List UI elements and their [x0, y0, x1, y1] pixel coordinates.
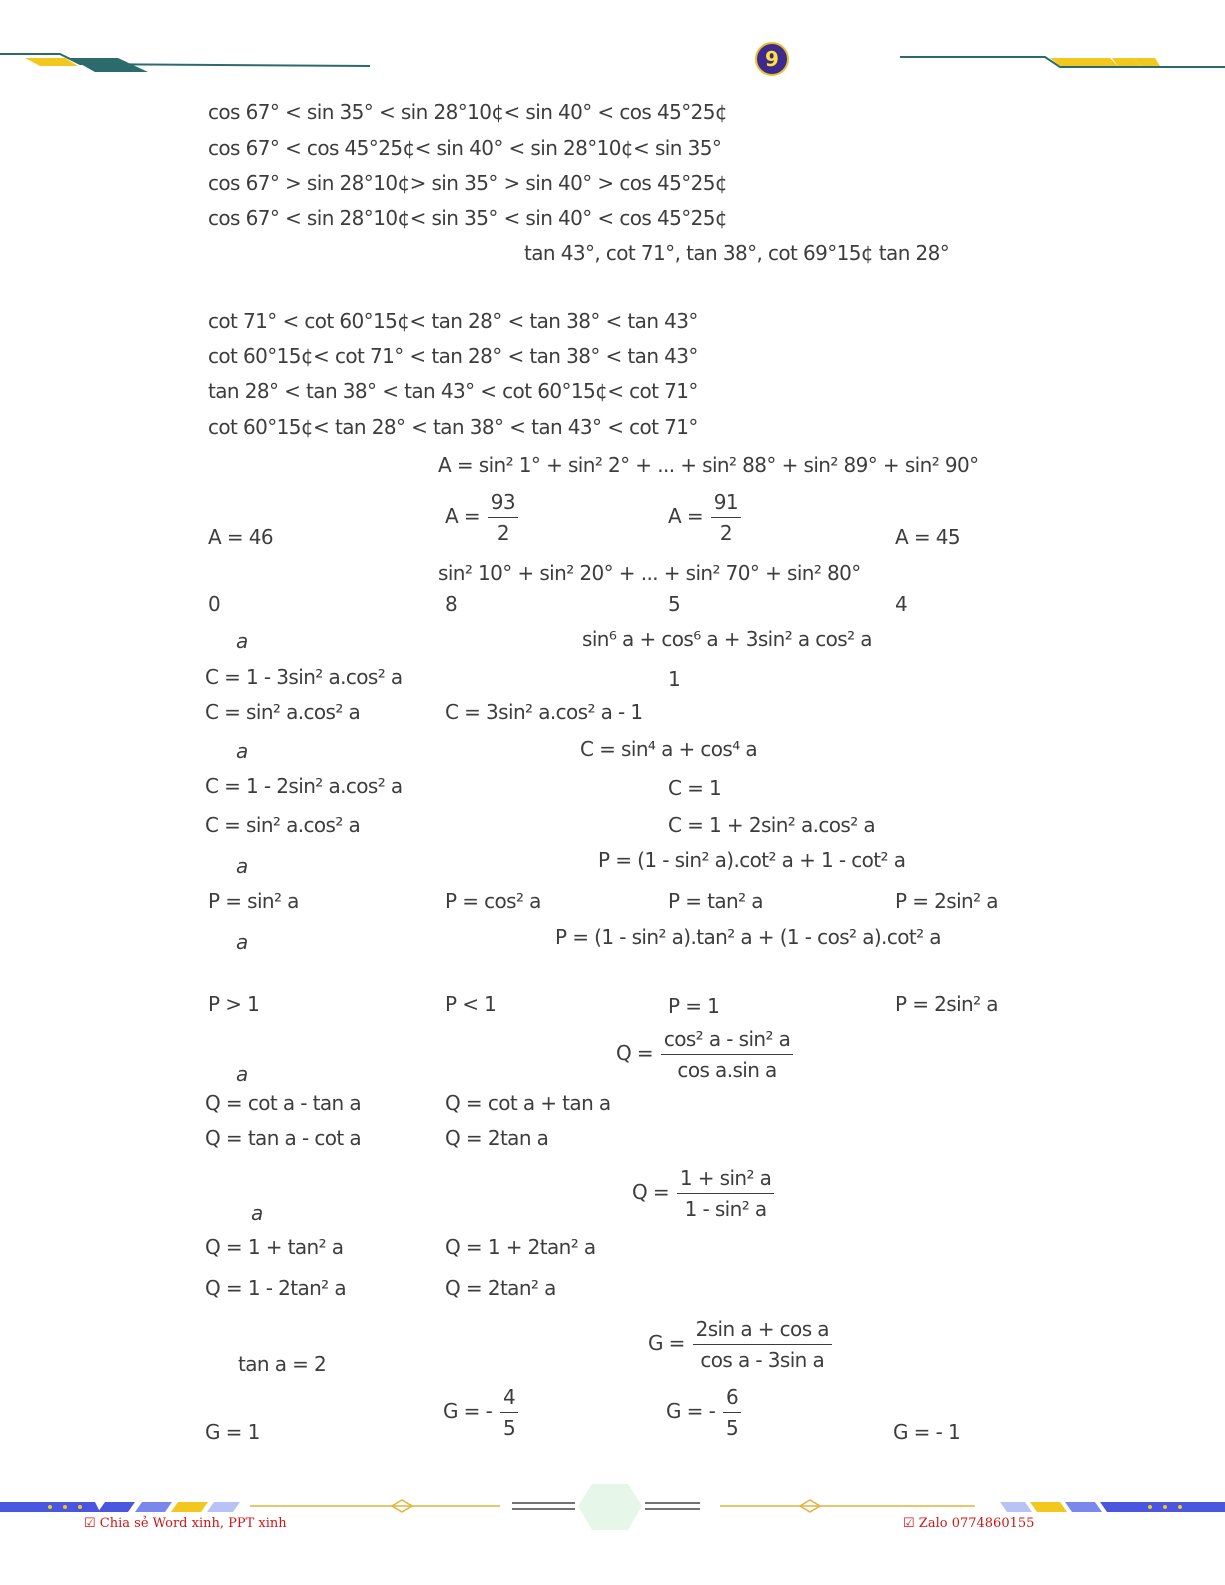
q1-option-b: cos 67° < cos 45°25¢< sin 40° < sin 28°10¢< sin 35°	[208, 136, 722, 160]
q11-stem-lhs: G =	[648, 1331, 685, 1355]
q11-option-b-fraction	[500, 1384, 518, 1441]
q11-stem	[648, 1316, 834, 1373]
q6-option-a: C = 1 - 2sin² a.cos² a	[205, 774, 403, 798]
q3-stem: A = sin² 1° + sin² 2° + ... + sin² 88° + sin² 89° + sin² 90°	[438, 453, 979, 477]
q10-option-d: Q = 2tan² a	[445, 1276, 556, 1300]
q4-option-b: 8	[445, 592, 458, 616]
q7-option-b: P = cos² a	[445, 889, 541, 913]
q9-variable: a	[236, 1062, 248, 1086]
fraction-denominator: 5	[502, 1416, 516, 1440]
footer-left-text: Chia sẻ Word xinh, PPT xinh	[99, 1516, 287, 1531]
q3-option-b-fraction	[488, 489, 518, 546]
q8-option-b: P < 1	[445, 992, 497, 1016]
q4-stem: sin² 10° + sin² 20° + ... + sin² 70° + sin² 80°	[438, 561, 861, 585]
q10-stem-fraction	[677, 1165, 774, 1222]
q7-variable: a	[236, 854, 248, 878]
page-number: 9	[755, 42, 789, 76]
fraction-numerator: 2sin a + cos a	[693, 1316, 832, 1345]
q11-given: tan a = 2	[238, 1352, 327, 1376]
q2-option-b: cot 60°15¢< cot 71° < tan 28° < tan 38° < tan 43°	[208, 344, 698, 368]
q7-option-d: P = 2sin² a	[895, 889, 998, 913]
q10-stem	[632, 1165, 776, 1222]
q6-option-c: C = sin² a.cos² a	[205, 813, 361, 837]
q5-option-d: C = 3sin² a.cos² a - 1	[445, 700, 643, 724]
q10-option-b: Q = 1 + 2tan² a	[445, 1235, 596, 1259]
q11-option-a: G = 1	[205, 1420, 260, 1444]
q6-option-d: C = 1 + 2sin² a.cos² a	[668, 813, 876, 837]
q10-option-c: Q = 1 - 2tan² a	[205, 1276, 347, 1300]
q8-option-c: P = 1	[668, 994, 720, 1018]
q2-option-a: cot 71° < cot 60°15¢< tan 28° < tan 38° < tan 43°	[208, 309, 698, 333]
q9-stem	[616, 1026, 795, 1083]
q7-option-c: P = tan² a	[668, 889, 763, 913]
q3-option-b-lhs: A =	[445, 504, 480, 528]
fraction-denominator: cos a - 3sin a	[700, 1348, 825, 1372]
q9-option-d: Q = 2tan a	[445, 1126, 549, 1150]
footer-left[interactable]	[84, 1516, 287, 1531]
q5-option-a: C = 1 - 3sin² a.cos² a	[205, 665, 403, 689]
q3-option-b	[445, 489, 520, 546]
q10-option-a: Q = 1 + tan² a	[205, 1235, 344, 1259]
q8-variable: a	[236, 930, 248, 954]
q11-stem-fraction	[693, 1316, 832, 1373]
q8-option-a: P > 1	[208, 992, 260, 1016]
q8-stem: P = (1 - sin² a).tan² a + (1 - cos² a).cot² a	[555, 925, 941, 949]
q10-variable: a	[251, 1201, 263, 1225]
q3-option-c-fraction	[711, 489, 741, 546]
q9-option-a: Q = cot a - tan a	[205, 1091, 362, 1115]
q1-option-c: cos 67° > sin 28°10¢> sin 35° > sin 40° > cos 45°25¢	[208, 171, 727, 195]
fraction-denominator: 2	[496, 521, 509, 545]
fraction-denominator: 2	[719, 521, 732, 545]
q4-option-d: 4	[895, 592, 908, 616]
q8-option-d: P = 2sin² a	[895, 992, 998, 1016]
q11-option-c-fraction	[723, 1384, 741, 1441]
q1-option-a: cos 67° < sin 35° < sin 28°10¢< sin 40° < cos 45°25¢	[208, 100, 727, 124]
fraction-numerator: 6	[723, 1384, 741, 1413]
fraction-denominator: 5	[725, 1416, 739, 1440]
q5-option-b: 1	[668, 667, 681, 691]
q7-stem: P = (1 - sin² a).cot² a + 1 - cot² a	[598, 848, 906, 872]
checkbox-icon: ☑	[903, 1516, 915, 1531]
fraction-numerator: 4	[500, 1384, 518, 1413]
q6-stem: C = sin⁴ a + cos⁴ a	[580, 737, 758, 761]
q2-stem: tan 43°, cot 71°, tan 38°, cot 69°15¢ tan 28°	[524, 241, 950, 265]
q11-option-c	[666, 1384, 743, 1441]
q2-option-d: cot 60°15¢< tan 28° < tan 38° < tan 43° < cot 71°	[208, 415, 698, 439]
fraction-numerator: 93	[488, 489, 518, 518]
q6-variable: a	[236, 739, 248, 763]
q11-option-b	[443, 1384, 520, 1441]
header-decoration	[0, 40, 1225, 80]
q3-option-d: A = 45	[895, 525, 961, 549]
q11-option-c-lhs: G = -	[666, 1399, 716, 1423]
fraction-numerator: 1 + sin² a	[677, 1165, 774, 1194]
q2-option-c: tan 28° < tan 38° < tan 43° < cot 60°15¢< cot 71°	[208, 379, 698, 403]
fraction-denominator: 1 - sin² a	[684, 1197, 767, 1221]
fraction-denominator: cos a.sin a	[677, 1058, 777, 1082]
q4-option-a: 0	[208, 592, 221, 616]
q4-option-c: 5	[668, 592, 681, 616]
header-ribbon	[0, 40, 1225, 80]
footer-right-text: Zalo 0774860155	[918, 1516, 1035, 1531]
q9-stem-lhs: Q =	[616, 1041, 654, 1065]
q9-stem-fraction	[661, 1026, 794, 1083]
q6-option-b: C = 1	[668, 776, 722, 800]
q3-option-c	[668, 489, 743, 546]
q5-stem: sin⁶ a + cos⁶ a + 3sin² a cos² a	[582, 627, 872, 651]
q3-option-c-lhs: A =	[668, 504, 703, 528]
q9-option-b: Q = cot a + tan a	[445, 1091, 611, 1115]
q1-option-d: cos 67° < sin 28°10¢< sin 35° < sin 40° < cos 45°25¢	[208, 206, 727, 230]
q11-option-d: G = - 1	[893, 1420, 961, 1444]
q5-variable: a	[236, 629, 248, 653]
q9-option-c: Q = tan a - cot a	[205, 1126, 362, 1150]
fraction-numerator: cos² a - sin² a	[661, 1026, 794, 1055]
footer-hexagon	[578, 1484, 642, 1530]
q3-option-a: A = 46	[208, 525, 274, 549]
q7-option-a: P = sin² a	[208, 889, 299, 913]
q10-stem-lhs: Q =	[632, 1180, 670, 1204]
q5-option-c: C = sin² a.cos² a	[205, 700, 361, 724]
fraction-numerator: 91	[711, 489, 741, 518]
checkbox-icon: ☑	[84, 1516, 96, 1531]
footer-right[interactable]	[903, 1516, 1034, 1531]
q11-option-b-lhs: G = -	[443, 1399, 493, 1423]
